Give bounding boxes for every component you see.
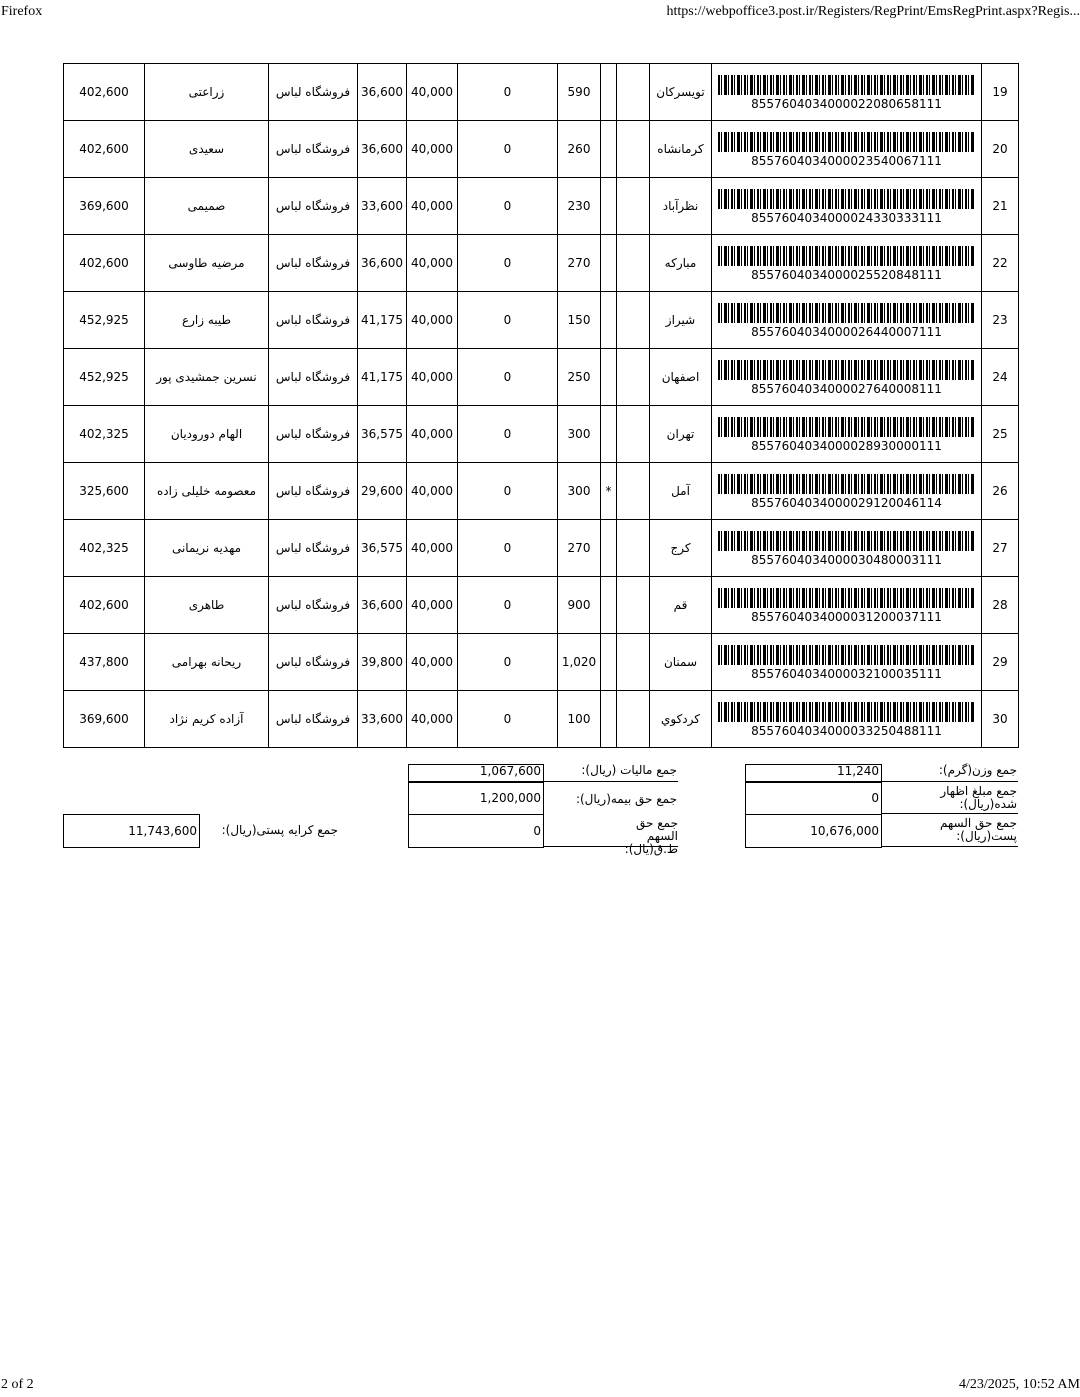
row-total-cell: 402,325 bbox=[64, 406, 145, 463]
row-receiver-cell: طاهری bbox=[145, 577, 269, 634]
row-empty-cell bbox=[617, 64, 650, 121]
row-city-cell: کرج bbox=[650, 520, 712, 577]
row-number-cell: 23 bbox=[982, 292, 1019, 349]
row-mark-cell: * bbox=[601, 463, 617, 520]
row-city-cell: شیراز bbox=[650, 292, 712, 349]
row-empty-cell bbox=[617, 178, 650, 235]
table-row bbox=[64, 64, 1019, 121]
row-barcode-cell bbox=[712, 520, 982, 577]
row-weight-cell: 150 bbox=[558, 292, 601, 349]
row-empty-cell bbox=[617, 121, 650, 178]
barcode-graphic bbox=[718, 303, 975, 323]
row-weight-cell: 260 bbox=[558, 121, 601, 178]
row-insurance-cell: 40,000 bbox=[407, 349, 458, 406]
row-city-cell: کردکوي bbox=[650, 691, 712, 748]
row-mark-cell bbox=[601, 178, 617, 235]
table-row bbox=[64, 235, 1019, 292]
total-share-value: 0 bbox=[408, 814, 544, 848]
row-declared-cell: 0 bbox=[458, 121, 558, 178]
row-receiver-cell: مهدیه نریمانی bbox=[145, 520, 269, 577]
tracking-number: 8557604034000028930000111 bbox=[751, 439, 942, 453]
row-insurance-cell: 40,000 bbox=[407, 64, 458, 121]
tracking-number: 8557604034000033250488111 bbox=[751, 724, 942, 738]
row-sender-cell: فروشگاه لباس bbox=[269, 121, 358, 178]
row-total-cell: 402,600 bbox=[64, 121, 145, 178]
barcode-graphic bbox=[718, 132, 975, 152]
row-tax-cell: 36,600 bbox=[358, 121, 407, 178]
row-weight-cell: 900 bbox=[558, 577, 601, 634]
total-tax-label: جمع مالیات (ریال): bbox=[543, 764, 678, 782]
row-insurance-cell: 40,000 bbox=[407, 520, 458, 577]
row-sender-cell: فروشگاه لباس bbox=[269, 235, 358, 292]
row-total-cell: 325,600 bbox=[64, 463, 145, 520]
barcode-graphic bbox=[718, 75, 975, 95]
row-insurance-cell: 40,000 bbox=[407, 463, 458, 520]
row-insurance-cell: 40,000 bbox=[407, 292, 458, 349]
row-barcode-cell bbox=[712, 121, 982, 178]
table-row bbox=[64, 406, 1019, 463]
row-city-cell: تهران bbox=[650, 406, 712, 463]
row-insurance-cell: 40,000 bbox=[407, 121, 458, 178]
row-barcode-cell bbox=[712, 406, 982, 463]
row-number-cell: 29 bbox=[982, 634, 1019, 691]
row-insurance-cell: 40,000 bbox=[407, 691, 458, 748]
row-city-cell: آمل bbox=[650, 463, 712, 520]
total-insurance-value: 1,200,000 bbox=[408, 782, 544, 815]
row-total-cell: 369,600 bbox=[64, 178, 145, 235]
browser-name: Firefox bbox=[1, 4, 43, 19]
row-weight-cell: 100 bbox=[558, 691, 601, 748]
table-row bbox=[64, 634, 1019, 691]
row-tax-cell: 36,600 bbox=[358, 64, 407, 121]
table-row bbox=[64, 691, 1019, 748]
row-mark-cell bbox=[601, 349, 617, 406]
row-declared-cell: 0 bbox=[458, 463, 558, 520]
total-insurance-label: جمع حق بیمه(ریال): bbox=[575, 792, 677, 806]
total-post-share-label: جمع حق السهم پست(ریال): bbox=[881, 817, 1018, 847]
row-number-cell: 19 bbox=[982, 64, 1019, 121]
tracking-number: 8557604034000024330333111 bbox=[751, 211, 942, 225]
row-weight-cell: 250 bbox=[558, 349, 601, 406]
row-number-cell: 30 bbox=[982, 691, 1019, 748]
row-city-cell: نظرآباد bbox=[650, 178, 712, 235]
tracking-number: 8557604034000025520848111 bbox=[751, 268, 942, 282]
row-number-cell: 26 bbox=[982, 463, 1019, 520]
row-barcode-cell bbox=[712, 349, 982, 406]
row-declared-cell: 0 bbox=[458, 235, 558, 292]
row-mark-cell bbox=[601, 292, 617, 349]
row-declared-cell: 0 bbox=[458, 349, 558, 406]
row-number-cell: 25 bbox=[982, 406, 1019, 463]
row-sender-cell: فروشگاه لباس bbox=[269, 634, 358, 691]
row-insurance-cell: 40,000 bbox=[407, 178, 458, 235]
table-row bbox=[64, 520, 1019, 577]
barcode-graphic bbox=[718, 360, 975, 380]
total-post-share-value: 10,676,000 bbox=[745, 814, 882, 848]
barcode-graphic bbox=[718, 417, 975, 437]
row-number-cell: 24 bbox=[982, 349, 1019, 406]
row-mark-cell bbox=[601, 121, 617, 178]
row-barcode-cell bbox=[712, 577, 982, 634]
row-sender-cell: فروشگاه لباس bbox=[269, 520, 358, 577]
row-barcode-cell bbox=[712, 463, 982, 520]
barcode-graphic bbox=[718, 588, 975, 608]
row-mark-cell bbox=[601, 691, 617, 748]
row-tax-cell: 36,575 bbox=[358, 520, 407, 577]
row-barcode-cell bbox=[712, 292, 982, 349]
row-declared-cell: 0 bbox=[458, 64, 558, 121]
row-mark-cell bbox=[601, 235, 617, 292]
row-total-cell: 402,600 bbox=[64, 64, 145, 121]
row-total-cell: 369,600 bbox=[64, 691, 145, 748]
row-receiver-cell: الهام دورودیان bbox=[145, 406, 269, 463]
row-declared-cell: 0 bbox=[458, 577, 558, 634]
row-number-cell: 27 bbox=[982, 520, 1019, 577]
row-tax-cell: 36,575 bbox=[358, 406, 407, 463]
print-date: 4/23/2025, 10:52 AM bbox=[959, 1377, 1080, 1392]
row-receiver-cell: صمیمی bbox=[145, 178, 269, 235]
shipments-table bbox=[63, 63, 1019, 748]
total-declared-value: 0 bbox=[745, 782, 882, 815]
total-weight-label: جمع وزن(گرم): bbox=[881, 764, 1018, 782]
total-declared-label: جمع مبلغ اظهار شده(ریال): bbox=[881, 785, 1018, 814]
barcode-graphic bbox=[718, 474, 975, 494]
total-fare-value: 11,743,600 bbox=[63, 814, 200, 848]
row-receiver-cell: سعیدی bbox=[145, 121, 269, 178]
row-city-cell: مبارکه bbox=[650, 235, 712, 292]
row-city-cell: سمنان bbox=[650, 634, 712, 691]
row-declared-cell: 0 bbox=[458, 691, 558, 748]
page-url: https://webpoffice3.post.ir/Registers/RegPrint/EmsRegPrint.aspx?Regis... bbox=[666, 4, 1080, 19]
tracking-number: 8557604034000030480003111 bbox=[751, 553, 942, 567]
row-insurance-cell: 40,000 bbox=[407, 577, 458, 634]
row-declared-cell: 0 bbox=[458, 520, 558, 577]
row-weight-cell: 270 bbox=[558, 235, 601, 292]
table-row bbox=[64, 577, 1019, 634]
row-receiver-cell: ریحانه بهرامی bbox=[145, 634, 269, 691]
row-receiver-cell: مرضیه طاوسی bbox=[145, 235, 269, 292]
row-sender-cell: فروشگاه لباس bbox=[269, 64, 358, 121]
row-declared-cell: 0 bbox=[458, 178, 558, 235]
row-city-cell: کرمانشاه bbox=[650, 121, 712, 178]
row-empty-cell bbox=[617, 235, 650, 292]
row-number-cell: 21 bbox=[982, 178, 1019, 235]
row-total-cell: 402,325 bbox=[64, 520, 145, 577]
row-tax-cell: 33,600 bbox=[358, 178, 407, 235]
row-insurance-cell: 40,000 bbox=[407, 634, 458, 691]
barcode-graphic bbox=[718, 246, 975, 266]
row-total-cell: 452,925 bbox=[64, 349, 145, 406]
row-empty-cell bbox=[617, 406, 650, 463]
row-barcode-cell bbox=[712, 634, 982, 691]
row-insurance-cell: 40,000 bbox=[407, 235, 458, 292]
barcode-graphic bbox=[718, 645, 975, 665]
row-tax-cell: 36,600 bbox=[358, 235, 407, 292]
row-tax-cell: 29,600 bbox=[358, 463, 407, 520]
total-weight-value: 11,240 bbox=[745, 764, 882, 782]
row-receiver-cell: آزاده کریم نژاد bbox=[145, 691, 269, 748]
row-city-cell: قم bbox=[650, 577, 712, 634]
row-empty-cell bbox=[617, 292, 650, 349]
row-weight-cell: 230 bbox=[558, 178, 601, 235]
page-number: 2 of 2 bbox=[1, 1377, 34, 1392]
table-row bbox=[64, 178, 1019, 235]
table-row bbox=[64, 463, 1019, 520]
row-barcode-cell bbox=[712, 691, 982, 748]
row-receiver-cell: طیبه زارع bbox=[145, 292, 269, 349]
table-row bbox=[64, 121, 1019, 178]
row-barcode-cell bbox=[712, 64, 982, 121]
row-sender-cell: فروشگاه لباس bbox=[269, 178, 358, 235]
row-declared-cell: 0 bbox=[458, 406, 558, 463]
tracking-number: 8557604034000031200037111 bbox=[751, 610, 942, 624]
row-tax-cell: 41,175 bbox=[358, 349, 407, 406]
row-weight-cell: 300 bbox=[558, 463, 601, 520]
row-tax-cell: 39,800 bbox=[358, 634, 407, 691]
row-city-cell: تویسرکان bbox=[650, 64, 712, 121]
barcode-graphic bbox=[718, 189, 975, 209]
row-tax-cell: 36,600 bbox=[358, 577, 407, 634]
table-row bbox=[64, 292, 1019, 349]
row-weight-cell: 300 bbox=[558, 406, 601, 463]
row-sender-cell: فروشگاه لباس bbox=[269, 463, 358, 520]
barcode-graphic bbox=[718, 702, 975, 722]
row-total-cell: 437,800 bbox=[64, 634, 145, 691]
row-empty-cell bbox=[617, 691, 650, 748]
row-mark-cell bbox=[601, 64, 617, 121]
row-number-cell: 22 bbox=[982, 235, 1019, 292]
tracking-number: 8557604034000023540067111 bbox=[751, 154, 942, 168]
row-empty-cell bbox=[617, 349, 650, 406]
row-declared-cell: 0 bbox=[458, 292, 558, 349]
barcode-graphic bbox=[718, 531, 975, 551]
row-barcode-cell bbox=[712, 178, 982, 235]
tracking-number: 8557604034000026440007111 bbox=[751, 325, 942, 339]
row-city-cell: اصفهان bbox=[650, 349, 712, 406]
row-sender-cell: فروشگاه لباس bbox=[269, 577, 358, 634]
row-sender-cell: فروشگاه لباس bbox=[269, 406, 358, 463]
table-row bbox=[64, 349, 1019, 406]
row-empty-cell bbox=[617, 577, 650, 634]
row-sender-cell: فروشگاه لباس bbox=[269, 292, 358, 349]
row-sender-cell: فروشگاه لباس bbox=[269, 691, 358, 748]
row-total-cell: 402,600 bbox=[64, 577, 145, 634]
row-total-cell: 452,925 bbox=[64, 292, 145, 349]
tracking-number: 8557604034000027640008111 bbox=[751, 382, 942, 396]
row-mark-cell bbox=[601, 520, 617, 577]
row-number-cell: 20 bbox=[982, 121, 1019, 178]
row-mark-cell bbox=[601, 577, 617, 634]
row-sender-cell: فروشگاه لباس bbox=[269, 349, 358, 406]
row-total-cell: 402,600 bbox=[64, 235, 145, 292]
row-weight-cell: 270 bbox=[558, 520, 601, 577]
row-tax-cell: 41,175 bbox=[358, 292, 407, 349]
row-mark-cell bbox=[601, 634, 617, 691]
row-receiver-cell: نسرین جمشیدی پور bbox=[145, 349, 269, 406]
row-receiver-cell: معصومه خلیلی زاده bbox=[145, 463, 269, 520]
row-insurance-cell: 40,000 bbox=[407, 406, 458, 463]
row-tax-cell: 33,600 bbox=[358, 691, 407, 748]
row-declared-cell: 0 bbox=[458, 634, 558, 691]
row-weight-cell: 590 bbox=[558, 64, 601, 121]
row-empty-cell bbox=[617, 634, 650, 691]
row-receiver-cell: زراعتی bbox=[145, 64, 269, 121]
row-barcode-cell bbox=[712, 235, 982, 292]
row-weight-cell: 1,020 bbox=[558, 634, 601, 691]
row-mark-cell bbox=[601, 406, 617, 463]
tracking-number: 8557604034000022080658111 bbox=[751, 97, 942, 111]
row-empty-cell bbox=[617, 520, 650, 577]
total-tax-value: 1,067,600 bbox=[408, 764, 544, 782]
tracking-number: 8557604034000032100035111 bbox=[751, 667, 942, 681]
tracking-number: 8557604034000029120046114 bbox=[751, 496, 942, 510]
row-empty-cell bbox=[617, 463, 650, 520]
total-fare-label: جمع کرایه پستی(ریال): bbox=[221, 823, 338, 837]
row-number-cell: 28 bbox=[982, 577, 1019, 634]
total-share-label: جمع حق السهم ط.ق(یال): bbox=[543, 817, 678, 847]
